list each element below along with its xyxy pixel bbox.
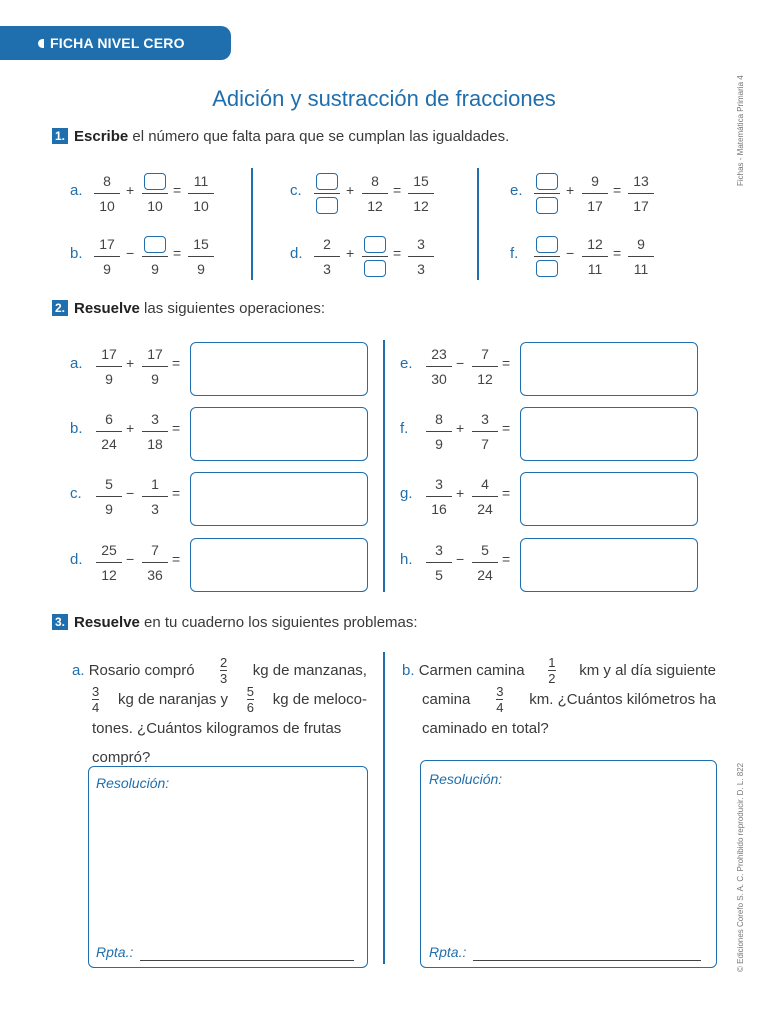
q1-item-d-term2-blank-numerator[interactable]: [364, 236, 386, 253]
q1-text: el número que falta para que se cumplan las igualdades.: [128, 128, 510, 145]
q3a-f1-den: 3: [220, 671, 228, 686]
q2-item-g-operator: +: [456, 485, 465, 501]
q2-item-d-term1-fraction: [94, 539, 124, 586]
q3a-problem: [72, 656, 367, 772]
q1-item-e-result-fraction: [626, 170, 656, 217]
q1-item-f-term2-denominator: 11: [587, 261, 603, 277]
q2-item-c-term2-denominator: 3: [151, 501, 159, 517]
q3a-p4: kg de meloco-: [272, 691, 367, 708]
q1-item-e-result-denominator: 17: [633, 198, 649, 214]
q2-item-f-term2-fraction: [470, 408, 500, 455]
q1-item-f-operator: −: [566, 245, 575, 261]
q2-text: las siguientes operaciones:: [139, 300, 325, 317]
q3a-resolution-title: Resolución:: [96, 775, 170, 791]
q1-item-c-term1-blank-numerator[interactable]: [316, 173, 338, 190]
q2-item-a-equals: =: [172, 355, 181, 371]
q2-item-b-term2-denominator: 18: [147, 436, 163, 452]
q3b-problem: [402, 656, 716, 743]
q3a-p2: kg de manzanas,: [252, 662, 367, 679]
q2-item-g-label: g.: [400, 485, 413, 502]
q1-item-a-result-fraction: [186, 170, 216, 217]
q1-item-d-term1-numerator: 2: [323, 236, 331, 252]
q1-item-c-term1-fraction: [312, 170, 342, 217]
q1-item-a-term1-numerator: 8: [103, 173, 111, 189]
q1-item-b-term2-fraction: [140, 233, 170, 280]
q2-item-a-answer-box[interactable]: [190, 342, 368, 396]
q1-item-c-term2-fraction: [360, 170, 390, 217]
q2-item-c-term1-denominator: 9: [105, 501, 113, 517]
q2-item-d-label: d.: [70, 551, 83, 568]
q2-item-g-term2-numerator: 4: [481, 476, 489, 492]
q1-item-e-term2-fraction: [580, 170, 610, 217]
q1-item-f-term1-blank-numerator[interactable]: [536, 236, 558, 253]
q2-item-e-equals: =: [502, 355, 511, 371]
q2-item-c-term1-numerator: 5: [105, 476, 113, 492]
q1-item-f-label: f.: [510, 245, 519, 262]
q3a-f2-num: 3: [92, 684, 100, 699]
q3-divider: [383, 652, 385, 964]
q1-item-b-result-denominator: 9: [197, 261, 205, 277]
q1-divider-2: [477, 168, 479, 280]
q2-item-f-term2-numerator: 3: [481, 411, 489, 427]
q2-item-a-term2-denominator: 9: [151, 371, 159, 387]
q1-item-c-result-fraction: [406, 170, 436, 217]
q3b-p1: Carmen camina: [418, 662, 525, 679]
q3-text: en tu cuaderno los siguientes problemas:: [139, 614, 418, 631]
q3a-frac3: [247, 685, 254, 714]
q2-item-h-operator: −: [456, 551, 465, 567]
q2-item-e-term1-fraction: [424, 343, 454, 390]
q1-item-d-term1-denominator: 3: [323, 261, 331, 277]
q2-item-c-term2-fraction: [140, 473, 170, 520]
q1-item-f-term2-numerator: 12: [587, 236, 603, 252]
q1-item-e-term1-blank-numerator[interactable]: [536, 173, 558, 190]
q2-item-h-equals: =: [502, 551, 511, 567]
q2-item-g-term1-fraction: [424, 473, 454, 520]
q3a-f3-den: 6: [246, 700, 255, 715]
q1-item-f-result-fraction: [626, 233, 656, 280]
q1-item-a-result-numerator: 11: [193, 173, 209, 189]
q2-item-b-equals: =: [172, 420, 181, 436]
q2-item-h-term1-denominator: 5: [435, 567, 443, 583]
q1-item-f-term1-blank-denominator[interactable]: [536, 260, 558, 277]
q2-item-f-operator: +: [456, 420, 465, 436]
q3b-f2-den: 4: [496, 700, 504, 715]
q3b-p2: km y al día siguiente: [579, 662, 716, 679]
q3a-resolution-box[interactable]: [88, 766, 368, 968]
q1-item-b-term2-blank-numerator[interactable]: [144, 236, 166, 253]
side-caption-bottom: © Ediciones Corefo S. A. C. Prohibido reproducir. D. L. 822: [736, 762, 745, 972]
q3a-label: a.: [72, 662, 85, 679]
q1-item-b-term2-denominator: 9: [151, 261, 159, 277]
q1-item-c-result-denominator: 12: [413, 198, 429, 214]
q1-item-c-term2-denominator: 12: [367, 198, 383, 214]
q1-item-d-result-numerator: 3: [417, 236, 425, 252]
q3a-p1: Rosario compró: [88, 662, 195, 679]
q3a-f1-num: 2: [220, 655, 228, 670]
q1-item-e-operator: +: [566, 182, 575, 198]
q3b-answer-label: Rpta.:: [429, 944, 467, 960]
q1-item-e-result-numerator: 13: [633, 173, 649, 189]
q1-instruction: [52, 128, 509, 145]
q2-item-g-term2-fraction: [470, 473, 500, 520]
q1-item-d-result-fraction: [406, 233, 436, 280]
q3a-f3-num: 5: [246, 684, 255, 699]
q3b-resolution-box[interactable]: [420, 760, 717, 968]
q2-item-a-term1-denominator: 9: [105, 371, 113, 387]
q1-number: 1.: [52, 128, 68, 144]
q2-item-e-operator: −: [456, 355, 465, 371]
q1-item-c-operator: +: [346, 182, 355, 198]
q1-item-b-result-numerator: 15: [193, 236, 209, 252]
q1-item-a-term2-fraction: [140, 170, 170, 217]
q3-verb: Resuelve: [74, 614, 140, 631]
q3a-answer-line[interactable]: [140, 960, 354, 961]
q2-item-b-term1-fraction: [94, 408, 124, 455]
q2-item-c-equals: =: [172, 485, 181, 501]
q2-item-d-term2-denominator: 36: [147, 567, 163, 583]
q1-item-f-result-numerator: 9: [637, 236, 645, 252]
q1-item-c-label: c.: [290, 182, 302, 199]
q1-item-b-result-fraction: [186, 233, 216, 280]
q3a-frac2: [92, 685, 99, 714]
q2-item-f-term1-numerator: 8: [435, 411, 443, 427]
q3-instruction: [52, 614, 418, 631]
q2-item-e-term1-denominator: 30: [431, 371, 447, 387]
q2-item-g-equals: =: [502, 485, 511, 501]
q1-item-d-term2-fraction: [360, 233, 390, 280]
q3b-p5: caminado en total?: [422, 720, 549, 737]
q3b-p3: camina: [422, 691, 471, 708]
q1-item-a-operator: +: [126, 182, 135, 198]
q2-item-a-term1-fraction: [94, 343, 124, 390]
q3a-answer-label: Rpta.:: [96, 944, 134, 960]
q3a-p6: compró?: [92, 749, 151, 766]
q1-item-b-term1-denominator: 9: [103, 261, 111, 277]
q1-item-d-equals: =: [393, 245, 402, 261]
q2-item-h-label: h.: [400, 551, 413, 568]
q2-item-c-label: c.: [70, 485, 82, 502]
q2-item-a-term2-numerator: 17: [147, 346, 163, 362]
q3a-p3: kg de naranjas y: [117, 691, 229, 708]
q1-item-f-term2-fraction: [580, 233, 610, 280]
q2-item-d-term2-fraction: [140, 539, 170, 586]
q3b-f1-den: 2: [548, 671, 556, 686]
page-title: Adición y sustracción de fracciones: [212, 86, 556, 111]
q2-item-f-equals: =: [502, 420, 511, 436]
q2-item-f-term2-denominator: 7: [481, 436, 489, 452]
q2-item-f-term1-denominator: 9: [435, 436, 443, 452]
q3b-frac2: [496, 685, 503, 714]
q1-item-f-term1-fraction: [532, 233, 562, 280]
q2-item-g-term1-denominator: 16: [431, 501, 447, 517]
q2-item-d-equals: =: [172, 551, 181, 567]
q1-item-f-equals: =: [613, 245, 622, 261]
q1-item-e-equals: =: [613, 182, 622, 198]
q1-item-e-term1-fraction: [532, 170, 562, 217]
half-circle-icon: [38, 39, 44, 48]
q1-item-e-term1-blank-denominator[interactable]: [536, 197, 558, 214]
q3b-label: b.: [402, 662, 415, 679]
q2-item-f-label: f.: [400, 420, 409, 437]
q2-item-b-answer-box[interactable]: [190, 407, 368, 461]
q3b-f2-num: 3: [496, 684, 504, 699]
q1-item-e-label: e.: [510, 182, 523, 199]
q2-item-e-label: e.: [400, 355, 413, 372]
q2-item-h-answer-box[interactable]: [520, 538, 698, 592]
q2-item-d-term1-numerator: 25: [101, 542, 117, 558]
q3-number: 3.: [52, 614, 68, 630]
q2-item-a-operator: +: [126, 355, 135, 371]
q2-item-c-term1-fraction: [94, 473, 124, 520]
q2-item-d-term2-numerator: 7: [151, 542, 159, 558]
q1-item-d-term1-fraction: [312, 233, 342, 280]
q1-verb: Escribe: [74, 128, 129, 145]
q1-item-a-term1-denominator: 10: [99, 198, 115, 214]
q3b-answer-line[interactable]: [473, 960, 701, 961]
q2-item-a-term1-numerator: 17: [101, 346, 117, 362]
q2-item-c-term2-numerator: 1: [151, 476, 159, 492]
q3b-f1-num: 1: [548, 655, 556, 670]
q1-item-c-equals: =: [393, 182, 402, 198]
q2-verb: Resuelve: [74, 300, 140, 317]
q2-item-g-term1-numerator: 3: [435, 476, 443, 492]
q2-item-e-term2-fraction: [470, 343, 500, 390]
q1-item-c-term1-blank-denominator[interactable]: [316, 197, 338, 214]
q2-item-h-term2-numerator: 5: [481, 542, 489, 558]
q2-item-b-operator: +: [126, 420, 135, 436]
q1-item-f-result-denominator: 11: [633, 261, 649, 277]
q2-item-c-answer-box[interactable]: [190, 472, 368, 526]
q2-item-a-term2-fraction: [140, 343, 170, 390]
q2-item-f-term1-fraction: [424, 408, 454, 455]
q1-item-b-equals: =: [173, 245, 182, 261]
q1-item-e-term2-denominator: 17: [587, 198, 603, 214]
q1-item-a-term2-blank-numerator[interactable]: [144, 173, 166, 190]
q1-item-e-term2-numerator: 9: [591, 173, 599, 189]
q2-item-f-answer-box[interactable]: [520, 407, 698, 461]
q2-item-e-term1-numerator: 23: [431, 346, 447, 362]
q2-item-d-operator: −: [126, 551, 135, 567]
q2-item-b-term2-numerator: 3: [151, 411, 159, 427]
q2-divider: [383, 340, 385, 592]
q2-item-g-term2-denominator: 24: [477, 501, 493, 517]
q2-item-e-term2-numerator: 7: [481, 346, 489, 362]
q1-item-b-operator: −: [126, 245, 135, 261]
q3b-frac1: [548, 656, 555, 685]
q2-item-a-label: a.: [70, 355, 83, 372]
header-tag: FICHA NIVEL CERO: [50, 35, 185, 51]
q2-item-g-answer-box[interactable]: [520, 472, 698, 526]
q1-item-d-term2-blank-denominator[interactable]: [364, 260, 386, 277]
q1-item-a-term2-denominator: 10: [147, 198, 163, 214]
q3a-f2-den: 4: [92, 700, 100, 715]
q1-item-a-term1-fraction: [92, 170, 122, 217]
q2-instruction: [52, 300, 325, 317]
q3b-p4: km. ¿Cuántos kilómetros ha: [529, 691, 716, 708]
q2-item-e-term2-denominator: 12: [477, 371, 493, 387]
q1-item-d-result-denominator: 3: [417, 261, 425, 277]
q2-item-b-term1-denominator: 24: [101, 436, 117, 452]
q2-item-c-operator: −: [126, 485, 135, 501]
q2-item-h-term2-denominator: 24: [477, 567, 493, 583]
q1-item-a-label: a.: [70, 182, 83, 199]
q2-item-h-term1-fraction: [424, 539, 454, 586]
q2-item-d-term1-denominator: 12: [101, 567, 117, 583]
q1-item-a-result-denominator: 10: [193, 198, 209, 214]
q1-item-b-term1-fraction: [92, 233, 122, 280]
q2-item-e-answer-box[interactable]: [520, 342, 698, 396]
q3a-frac1: [220, 656, 227, 685]
q2-number: 2.: [52, 300, 68, 316]
side-caption-top: Fichas - Matemática Primaria 4: [736, 75, 745, 186]
q2-item-b-label: b.: [70, 420, 83, 437]
q1-item-a-equals: =: [173, 182, 182, 198]
q1-item-c-term2-numerator: 8: [371, 173, 379, 189]
q2-item-d-answer-box[interactable]: [190, 538, 368, 592]
q1-item-b-term1-numerator: 17: [99, 236, 115, 252]
q1-item-d-label: d.: [290, 245, 303, 262]
q2-item-h-term2-fraction: [470, 539, 500, 586]
q2-item-b-term2-fraction: [140, 408, 170, 455]
q3a-p5: tones. ¿Cuántos kilogramos de frutas: [92, 720, 342, 737]
q1-item-b-label: b.: [70, 245, 83, 262]
q1-divider-1: [251, 168, 253, 280]
q1-item-c-result-numerator: 15: [413, 173, 429, 189]
header-tab: [0, 26, 231, 60]
q2-item-b-term1-numerator: 6: [105, 411, 113, 427]
q2-item-h-term1-numerator: 3: [435, 542, 443, 558]
q3b-resolution-title: Resolución:: [429, 771, 503, 787]
q1-item-d-operator: +: [346, 245, 355, 261]
